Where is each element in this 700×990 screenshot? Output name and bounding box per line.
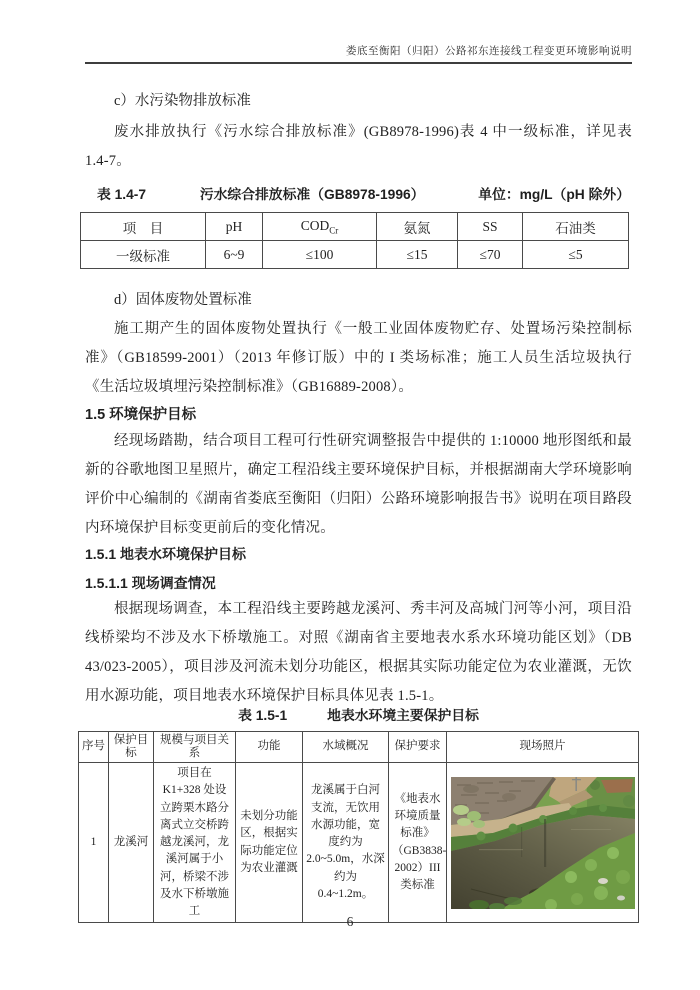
heading-1-5-1-1: 1.5.1.1 现场调查情况 — [85, 575, 216, 591]
running-title: 娄底至衡阳（归阳）公路祁东连接线工程变更环境影响说明 — [346, 46, 632, 57]
longxi-river-site-photo — [451, 777, 635, 909]
col-requirement: 保护要求 — [389, 732, 447, 763]
cell-ss: ≤70 — [458, 241, 523, 269]
col-site-photo: 现场照片 — [447, 732, 639, 763]
heading-1-5-1: 1.5.1 地表水环境保护目标 — [85, 546, 247, 562]
cell-grade: 一级标准 — [81, 241, 206, 269]
col-function: 功能 — [236, 732, 303, 763]
paragraph-site-survey: 根据现场调查，本工程沿线主要跨越龙溪河、秀丰河及高城门河等小河，项目沿线桥梁均不涉及水下桥墩施工。对照《湖南省主要地表水系水环境功能区划》（DB 43/023-2005），项目涉及河流未划分功能区，根据其实际功能定位为农业灌溉，无饮用水源功能，项目地表水环境保护目标具体见表 1.5-1。 — [85, 601, 632, 704]
cell-ph: 6~9 — [206, 241, 263, 269]
col-oil: 石油类 — [523, 213, 629, 241]
heading-d: d）固体废物处置标准 — [114, 292, 252, 308]
table-151-label: 表 1.5-1 — [238, 708, 288, 723]
page-number: 6 — [346, 914, 354, 929]
heading-1-5: 1.5 环境保护目标 — [85, 407, 197, 423]
table-147-unit: 单位：mg/L（pH 除外） — [478, 187, 630, 202]
discharge-standard-table — [80, 212, 629, 269]
cell-relation: 项目在 K1+328 处设立跨栗木路分离式立交桥跨越龙溪河，龙溪河属于小河，桥梁不涉及水下桥墩施工 — [154, 763, 236, 923]
surface-water-targets-table — [78, 731, 639, 923]
table-147-label: 表 1.4-7 — [97, 187, 147, 202]
col-item: 项 目 — [81, 213, 206, 241]
cell-oil: ≤5 — [523, 241, 629, 269]
col-target: 保护目标 — [109, 732, 154, 763]
table-151-row-longxi — [79, 763, 639, 923]
table-147-header-row — [81, 213, 629, 241]
col-no: 序号 — [79, 732, 109, 763]
col-ss: SS — [458, 213, 523, 241]
col-relation: 规模与项目关系 — [154, 732, 236, 763]
heading-c: c）水污染物排放标准 — [114, 93, 251, 109]
col-ammonia: 氨氮 — [377, 213, 458, 241]
table-147-caption — [85, 184, 632, 206]
paragraph-solid-waste: 施工期产生的固体废物处置执行《一般工业固体废物贮存、处置场污染控制标准》（GB18599-2001）（2013 年修订版）中的 I 类场标准；施工人员生活垃圾执行《生活垃圾填埋污染控制标准》（GB16889-2008）。 — [85, 321, 632, 395]
cell-function: 未划分功能区，根据实际功能定位为农业灌溉 — [236, 763, 303, 923]
cell-cod: ≤100 — [263, 241, 377, 269]
table-147-title: 污水综合排放标准（GB8978-1996） — [199, 187, 425, 202]
cell-site-photo — [447, 763, 639, 923]
cell-target: 龙溪河 — [109, 763, 154, 923]
page-header — [85, 0, 632, 64]
col-ph: pH — [206, 213, 263, 241]
col-cod: $COD_{Cr}$ — [263, 213, 377, 241]
cell-ammonia: ≤15 — [377, 241, 458, 269]
table-151-title: 地表水环境主要保护目标 — [327, 708, 479, 723]
cell-no: 1 — [79, 763, 109, 923]
table-147-data-row — [81, 241, 629, 269]
paragraph-wastewater: 废水排放执行《污水综合排放标准》(GB8978-1996)表 4 中一级标准，详见表 1.4-7。 — [85, 124, 632, 169]
paragraph-protection-targets: 经现场踏勘，结合项目工程可行性研究调整报告中提供的 1:10000 地形图纸和最新的谷歌地图卫星照片，确定工程沿线主要环境保护目标，并根据湖南大学环境影响评价中心编制的《湖南省娄底至衡阳（归阳）公路环境影响报告书》说明在项目路段内环境保护目标变更前后的变化情况。 — [85, 433, 632, 536]
page-content — [82, 90, 632, 923]
table-151-header-row — [79, 732, 639, 763]
cell-requirement: 《地表水环境质量标准》（GB3838-2002）III类标准 — [389, 763, 447, 923]
col-water-overview: 水域概况 — [303, 732, 389, 763]
cod-subscript: Cr — [329, 225, 339, 236]
cell-water-overview: 龙溪属于白河支流，无饮用水源功能，宽度约为 2.0~5.0m，水深约为 0.4~1.2m。 — [303, 763, 389, 923]
